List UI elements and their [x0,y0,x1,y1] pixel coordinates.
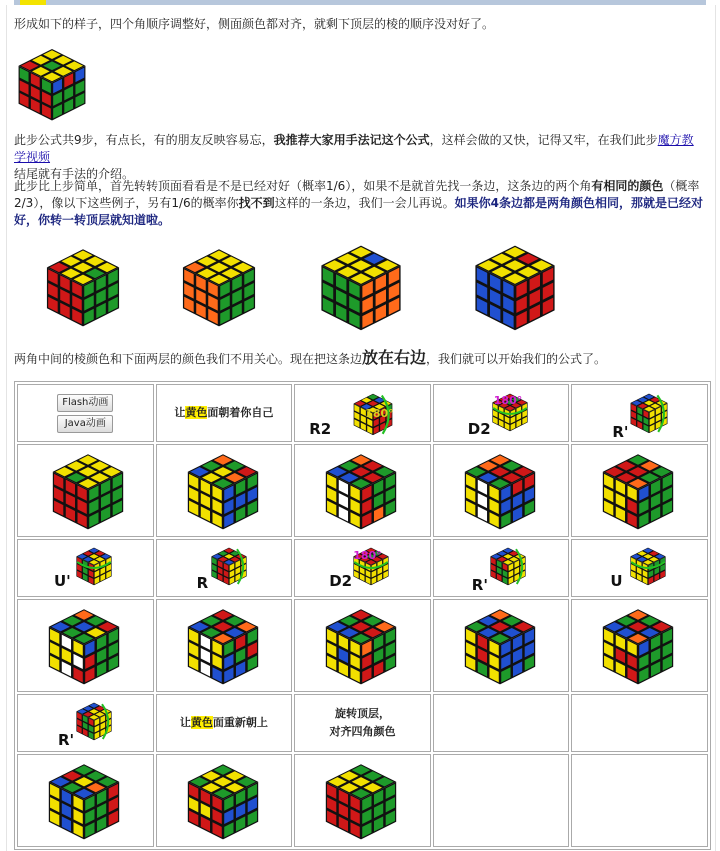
degree-label: 180° [365,407,394,420]
p3-bold-not-found: 找不到 [238,196,275,210]
intro-text: 形成如下的样子，四个角顺序调整好，侧面颜色都对齐，就剩下顶层的棱的顺序没对好了。 [14,17,495,31]
cube-cell [433,444,570,537]
empty-cell [571,754,708,847]
p2-bold: 我推荐大家用手法记这个公式 [273,133,430,147]
p2-c: ，这样会做的又快，记得又牢，在我们此步 [429,133,658,147]
move-label: U' [54,572,71,590]
step-instruction-cell [156,694,293,752]
paragraph-instructions [14,178,704,229]
cube-drawing [321,606,401,688]
cube-drawing [460,606,540,688]
p3-a: 此步比上步简单，首先转转顶面看看是不是已经对好（概率1/6），如果不是就首先找一条边，这条边的两个角 [14,179,592,193]
rubiks-cube-icon [321,761,401,846]
p3-bold-same-color: 有相同的颜色 [591,179,664,193]
p3-c: （概率2/3），像以下这些例子，另有1/6的概率你 [14,179,700,210]
steps-table [14,381,711,850]
step-instruction-cell [156,384,293,442]
degree-label: 180° [493,394,523,407]
cube-drawing [44,606,124,688]
cube-drawing [470,242,560,334]
move-label: D2 [329,572,353,590]
rubiks-cube-icon [44,606,124,691]
p2-d: 结尾就有手法的介绍。 [14,167,135,181]
cube-cell [571,444,708,537]
degree-label: 180° [353,549,382,562]
text-part: 面重新朝上 [212,716,268,729]
yellow-word: 黄色 [190,716,213,729]
table-row [17,754,708,847]
cube-cell [294,444,431,537]
p3-e: 这样的一条边，我们一会儿再说。 [274,196,455,210]
cube-cell [17,754,154,847]
cube-cell [433,599,570,692]
cube-drawing [460,451,540,533]
table-row [17,599,708,692]
empty-cell [571,694,708,752]
move-cell [294,384,431,442]
tutorial-video-link[interactable]: 魔方教学视频 [14,133,694,164]
text-part: 让 [174,406,186,419]
example-cube-1 [42,246,124,333]
move-label: R' [471,576,488,594]
paragraph-formula [14,132,704,183]
empty-cell [433,754,570,847]
rubiks-cube-icon [598,606,678,691]
empty-cell [433,694,570,752]
cube-drawing [178,246,260,330]
cube-drawing [42,246,124,330]
move-cell [571,539,708,597]
cube-drawing [598,606,678,688]
p4-c: ，我们就可以开始我们的公式了。 [426,352,607,366]
cube-drawing [321,451,401,533]
cube-drawing [183,761,263,843]
move-cell [433,539,570,597]
text-part: 旋转顶层， [334,707,390,720]
rubiks-cube-icon [460,606,540,691]
move-label: R' [612,423,629,441]
move-label: R [196,574,209,592]
cube-drawing [183,606,263,688]
cube-drawing [74,546,114,587]
move-cell [571,384,708,442]
cube-drawing [316,242,406,334]
rubiks-cube-icon [488,546,528,590]
rubiks-cube-icon [183,451,263,536]
yellow-word: 黄色 [185,406,208,419]
move-cell [17,694,154,752]
move-cell [156,539,293,597]
cube-cell [571,599,708,692]
cube-cell [156,754,293,847]
rubiks-cube-icon [628,546,668,590]
table-row [17,539,708,597]
cube-drawing [44,761,124,843]
table-row [17,444,708,537]
example-cube-2 [178,246,260,333]
rubiks-cube-icon [74,546,114,590]
p4-a: 两角中间的棱颜色和下面两层的颜色我们不用关心。现在把这条边 [14,352,363,366]
example-cube-4 [470,242,560,337]
move-cell [433,384,570,442]
table-row [17,384,708,442]
step-instruction-cell [294,694,431,752]
cube-cell [294,754,431,847]
cube-drawing [74,701,114,742]
move-label: R' [58,731,75,749]
cube-drawing [48,451,128,533]
cube-cell [156,599,293,692]
paragraph-start [14,349,704,368]
rubiks-cube-icon [209,546,249,590]
cube-drawing [183,451,263,533]
text-part: 对齐四角颜色 [329,725,396,738]
rubiks-cube-icon [183,606,263,691]
cube-drawing [628,546,668,587]
cube-cell [17,444,154,537]
cube-drawing [14,46,90,124]
move-label: U [610,572,623,590]
rubiks-cube-icon [628,392,670,438]
rubiks-cube-icon [183,761,263,846]
rubiks-cube-icon [74,701,114,745]
rubiks-cube-icon [48,451,128,536]
cube-preview [14,46,90,127]
rubiks-cube-icon [44,761,124,846]
java-animation-button[interactable]: Java动画 [57,415,113,433]
table-row [17,694,708,752]
flash-animation-button[interactable]: Flash动画 [57,394,113,412]
p4-bold-right: 放在右边 [362,348,427,367]
example-cube-3 [316,242,406,337]
move-label: R2 [309,420,332,438]
p3-highlight: 如果你4条边都是两角颜色相同，那就是已经对好，你转一转顶层就知道啦。 [14,196,704,227]
rotate-top-text [329,707,395,738]
rubiks-cube-icon [598,451,678,536]
animation-buttons-cell [17,384,154,442]
cube-cell [156,444,293,537]
cube-drawing [321,761,401,843]
cube-drawing [209,546,249,587]
yellow-face-you-text [174,406,273,419]
cube-cell [294,599,431,692]
cube-drawing [598,451,678,533]
move-cell [17,539,154,597]
text-part: 面朝着你自己 [207,406,274,419]
p2-a: 此步公式共9步，有点长，有的朋友反映容易忘， [14,133,274,147]
move-cell [294,539,431,597]
rubiks-cube-icon [321,606,401,691]
cube-cell [17,599,154,692]
text-part: 让 [179,716,191,729]
cube-drawing [488,546,528,587]
rubiks-cube-icon [321,451,401,536]
rubiks-cube-icon [460,451,540,536]
move-label: D2 [467,420,491,438]
cube-drawing [628,392,670,435]
yellow-face-up-text [180,716,268,729]
